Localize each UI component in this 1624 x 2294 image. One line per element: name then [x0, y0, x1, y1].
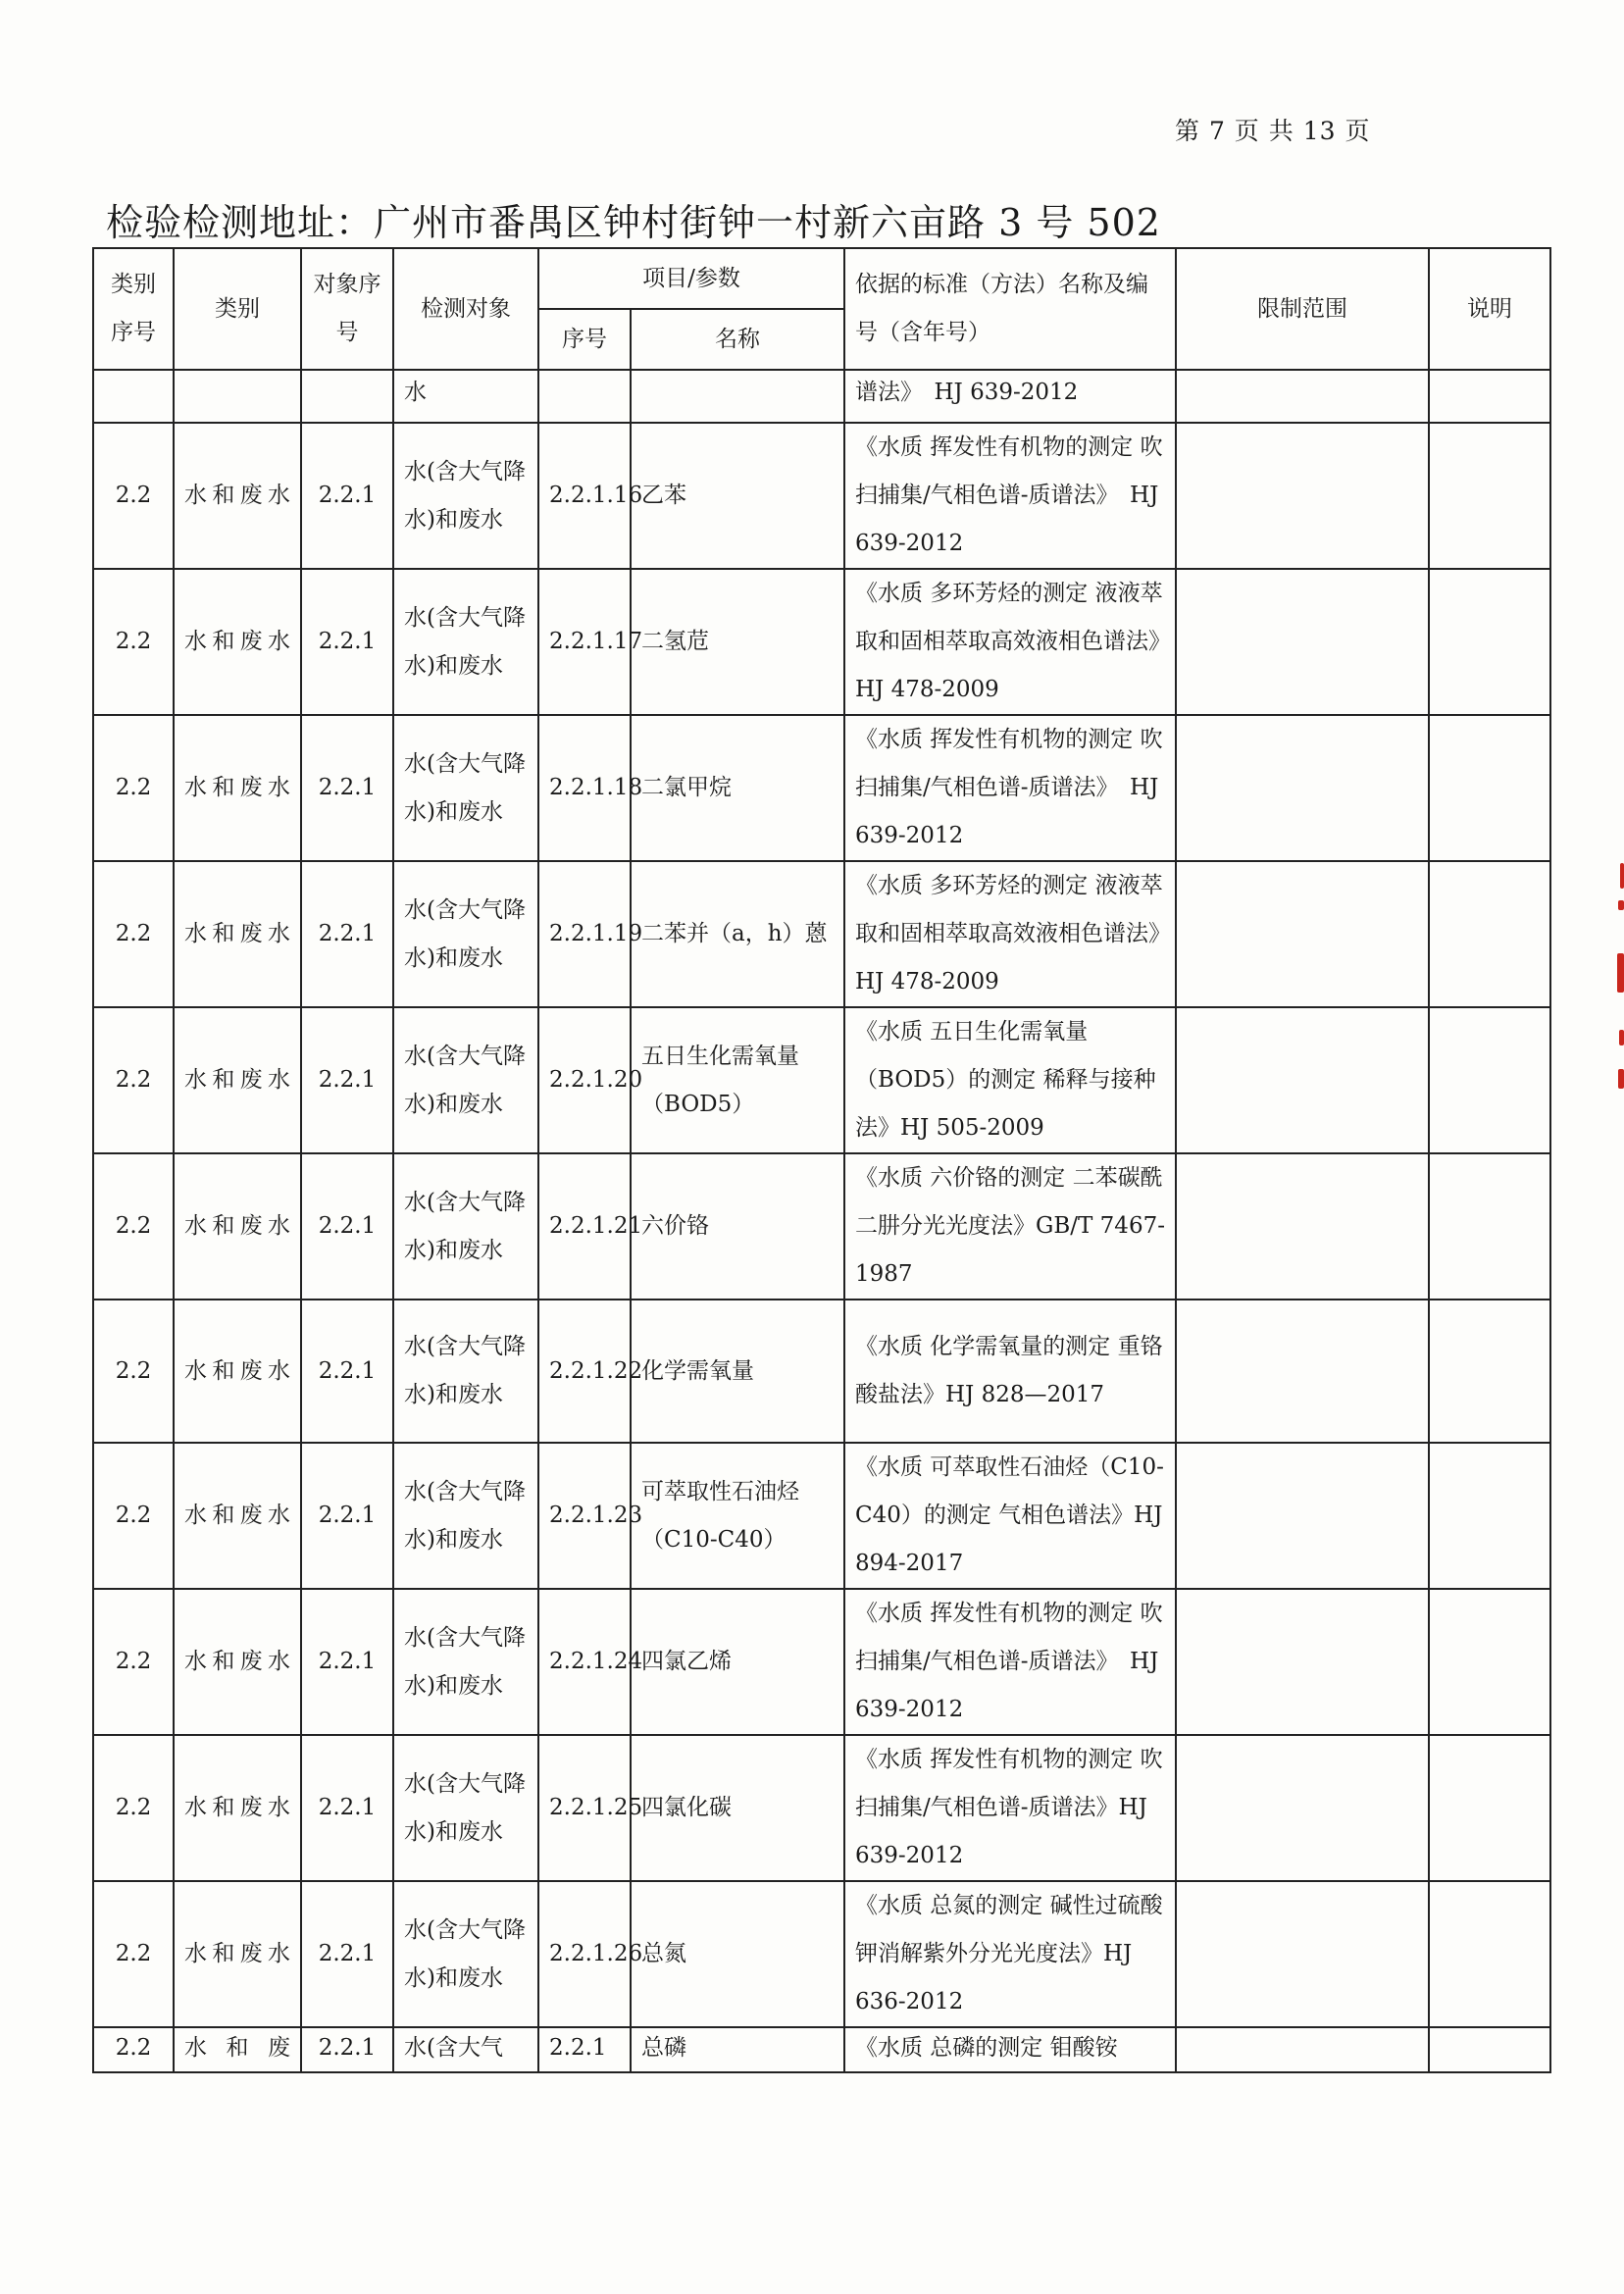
cell-obj-no: 2.2.1 — [301, 715, 393, 861]
cell-limit — [1176, 423, 1429, 569]
header-standard: 依据的标准（方法）名称及编号（含年号） — [844, 248, 1176, 370]
cell-obj-no: 2.2.1 — [301, 2027, 393, 2072]
table-row — [93, 1589, 1550, 1735]
cell-standard: 《水质 总氮的测定 碱性过硫酸钾消解紫外分光光度法》HJ 636-2012 — [844, 1881, 1176, 2027]
cell-standard: 《水质 多环芳烃的测定 液液萃取和固相萃取高效液相色谱法》HJ 478-2009 — [844, 569, 1176, 715]
cell-standard: 《水质 五日生化需氧量（BOD5）的测定 稀释与接种法》HJ 505-2009 — [844, 1007, 1176, 1153]
cell-standard: 《水质 挥发性有机物的测定 吹扫捕集/气相色谱-质谱法》 HJ 639-2012 — [844, 1589, 1176, 1735]
seal-mark — [1618, 1069, 1624, 1089]
cell-item-name: 二氯甲烷 — [631, 715, 844, 861]
cell-obj-no: 2.2.1 — [301, 1007, 393, 1153]
cell-item-name: 六价铬 — [631, 1153, 844, 1300]
page-number: 第 7 页 共 13 页 — [1175, 117, 1371, 145]
cell-limit — [1176, 1589, 1429, 1735]
cell-object: 水(含大气降水)和废水 — [393, 1153, 538, 1300]
cell-limit — [1176, 1735, 1429, 1881]
testing-address: 检验检测地址：广州市番禺区钟村街钟一村新六亩路 3 号 502 — [106, 201, 1161, 244]
table-row — [93, 1443, 1550, 1589]
cell-object: 水(含大气降水)和废水 — [393, 715, 538, 861]
cell-standard: 《水质 化学需氧量的测定 重铬酸盐法》HJ 828—2017 — [844, 1300, 1176, 1443]
cell-object: 水(含大气降水)和废水 — [393, 1589, 538, 1735]
cell-note — [1429, 2027, 1550, 2072]
cell-obj-no: 2.2.1 — [301, 569, 393, 715]
cell-object: 水(含大气降水)和废水 — [393, 569, 538, 715]
cell-item-name: 可萃取性石油烃（C10-C40） — [631, 1443, 844, 1589]
table-row-continuation — [93, 370, 1550, 423]
cell-object: 水(含大气降水)和废水 — [393, 1735, 538, 1881]
cell-item-name: 四氯乙烯 — [631, 1589, 844, 1735]
cell-category: 水和废水 — [174, 1300, 301, 1443]
cell-category: 水和废水 — [174, 1007, 301, 1153]
cell-item-name — [631, 370, 844, 423]
cell-limit — [1176, 1443, 1429, 1589]
cell-item-no: 2.2.1.18 — [538, 715, 631, 861]
cell-item-no: 2.2.1.16 — [538, 423, 631, 569]
table-row — [93, 1300, 1550, 1443]
cell-category: 水和废水 — [174, 1735, 301, 1881]
table-row — [93, 861, 1550, 1007]
cell-cat-no: 2.2 — [93, 1589, 174, 1735]
table-row — [93, 1881, 1550, 2027]
cell-cat-no: 2.2 — [93, 2027, 174, 2072]
cell-category: 水和废水 — [174, 569, 301, 715]
cell-note — [1429, 370, 1550, 423]
table-row — [93, 715, 1550, 861]
cell-obj-no: 2.2.1 — [301, 423, 393, 569]
cell-category: 水和废水 — [174, 1443, 301, 1589]
cell-category: 水和废水 — [174, 861, 301, 1007]
cell-obj-no: 2.2.1 — [301, 1589, 393, 1735]
cell-category: 水和废水 — [174, 715, 301, 861]
seal-mark — [1618, 900, 1624, 910]
seal-mark — [1620, 863, 1624, 889]
seal-mark — [1619, 1030, 1624, 1045]
cell-note — [1429, 715, 1550, 861]
cell-note — [1429, 1735, 1550, 1881]
cell-note — [1429, 1589, 1550, 1735]
cell-note — [1429, 1153, 1550, 1300]
cell-note — [1429, 423, 1550, 569]
cell-item-name: 乙苯 — [631, 423, 844, 569]
header-item-no: 序号 — [538, 309, 631, 370]
cell-object: 水(含大气降水)和废水 — [393, 861, 538, 1007]
cell-cat-no — [93, 370, 174, 423]
cell-item-no: 2.2.1.26 — [538, 1881, 631, 2027]
cell-obj-no: 2.2.1 — [301, 1300, 393, 1443]
cell-item-no: 2.2.1.23 — [538, 1443, 631, 1589]
cell-standard: 谱法》 HJ 639-2012 — [844, 370, 1176, 423]
cell-limit — [1176, 2027, 1429, 2072]
cell-object: 水 — [393, 370, 538, 423]
cell-obj-no: 2.2.1 — [301, 1153, 393, 1300]
cell-item-name: 四氯化碳 — [631, 1735, 844, 1881]
cell-obj-no: 2.2.1 — [301, 861, 393, 1007]
cell-category: 水和废水 — [174, 423, 301, 569]
cell-object: 水(含大气降水)和废水 — [393, 423, 538, 569]
cell-cat-no: 2.2 — [93, 715, 174, 861]
cell-item-name: 化学需氧量 — [631, 1300, 844, 1443]
cell-cat-no: 2.2 — [93, 1735, 174, 1881]
cell-limit — [1176, 370, 1429, 423]
cell-note — [1429, 861, 1550, 1007]
table-row — [93, 1735, 1550, 1881]
cell-object: 水(含大气降水)和废水 — [393, 1007, 538, 1153]
cell-standard: 《水质 挥发性有机物的测定 吹扫捕集/气相色谱-质谱法》 HJ 639-2012 — [844, 715, 1176, 861]
cell-note — [1429, 569, 1550, 715]
cell-limit — [1176, 1881, 1429, 2027]
cell-item-no: 2.2.1.24 — [538, 1589, 631, 1735]
cell-category — [174, 370, 301, 423]
cell-standard: 《水质 六价铬的测定 二苯碳酰二肼分光光度法》GB/T 7467-1987 — [844, 1153, 1176, 1300]
cell-category: 水和废水 — [174, 1589, 301, 1735]
cell-note — [1429, 1300, 1550, 1443]
table-row — [93, 1007, 1550, 1153]
header-limit: 限制范围 — [1176, 248, 1429, 370]
header-item-group: 项目/参数 — [538, 248, 844, 309]
cell-standard: 《水质 多环芳烃的测定 液液萃取和固相萃取高效液相色谱法》HJ 478-2009 — [844, 861, 1176, 1007]
header-item-name: 名称 — [631, 309, 844, 370]
cell-obj-no: 2.2.1 — [301, 1735, 393, 1881]
header-object: 检测对象 — [393, 248, 538, 370]
header-category: 类别 — [174, 248, 301, 370]
cell-category: 水和废水 — [174, 1881, 301, 2027]
cell-obj-no: 2.2.1 — [301, 1881, 393, 2027]
cell-note — [1429, 1007, 1550, 1153]
table-row — [93, 423, 1550, 569]
cell-object: 水(含大气降水)和废水 — [393, 1881, 538, 2027]
cell-item-name: 总磷 — [631, 2027, 844, 2072]
cell-cat-no: 2.2 — [93, 1300, 174, 1443]
cell-limit — [1176, 1300, 1429, 1443]
table-row — [93, 569, 1550, 715]
cell-item-no: 2.2.1.17 — [538, 569, 631, 715]
header-note: 说明 — [1429, 248, 1550, 370]
cell-item-name: 二苯并（a，h）蒽 — [631, 861, 844, 1007]
cell-obj-no: 2.2.1 — [301, 1443, 393, 1589]
cell-object: 水(含大气降水)和废水 — [393, 1443, 538, 1589]
table-row-partial — [93, 2027, 1550, 2072]
cell-item-no: 2.2.1.22 — [538, 1300, 631, 1443]
cell-limit — [1176, 715, 1429, 861]
cell-cat-no: 2.2 — [93, 423, 174, 569]
cell-item-no — [538, 370, 631, 423]
cell-limit — [1176, 1007, 1429, 1153]
table-row — [93, 1153, 1550, 1300]
cell-limit — [1176, 569, 1429, 715]
cell-category: 水和废水 — [174, 1153, 301, 1300]
header-obj-no: 对象序号 — [301, 248, 393, 370]
cell-limit — [1176, 1153, 1429, 1300]
cell-limit — [1176, 861, 1429, 1007]
cell-standard: 《水质 挥发性有机物的测定 吹扫捕集/气相色谱-质谱法》HJ 639-2012 — [844, 1735, 1176, 1881]
cell-item-no: 2.2.1.21 — [538, 1153, 631, 1300]
cell-item-no: 2.2.1 — [538, 2027, 631, 2072]
cell-item-no: 2.2.1.19 — [538, 861, 631, 1007]
cell-object: 水(含大气 — [393, 2027, 538, 2072]
cell-cat-no: 2.2 — [93, 569, 174, 715]
cell-cat-no: 2.2 — [93, 861, 174, 1007]
cell-standard: 《水质 挥发性有机物的测定 吹扫捕集/气相色谱-质谱法》 HJ 639-2012 — [844, 423, 1176, 569]
cell-cat-no: 2.2 — [93, 1153, 174, 1300]
cell-cat-no: 2.2 — [93, 1007, 174, 1153]
cell-obj-no — [301, 370, 393, 423]
cell-item-no: 2.2.1.25 — [538, 1735, 631, 1881]
cell-standard: 《水质 总磷的测定 钼酸铵 — [844, 2027, 1176, 2072]
scope-table — [92, 247, 1551, 2073]
cell-category: 水和废 — [174, 2027, 301, 2072]
cell-item-no: 2.2.1.20 — [538, 1007, 631, 1153]
cell-note — [1429, 1881, 1550, 2027]
cell-object: 水(含大气降水)和废水 — [393, 1300, 538, 1443]
cell-cat-no: 2.2 — [93, 1443, 174, 1589]
cell-note — [1429, 1443, 1550, 1589]
cell-item-name: 二氢苊 — [631, 569, 844, 715]
cell-cat-no: 2.2 — [93, 1881, 174, 2027]
cell-item-name: 五日生化需氧量（BOD5） — [631, 1007, 844, 1153]
seal-mark — [1617, 953, 1624, 993]
cell-standard: 《水质 可萃取性石油烃（C10-C40）的测定 气相色谱法》HJ 894-2017 — [844, 1443, 1176, 1589]
cell-item-name: 总氮 — [631, 1881, 844, 2027]
header-cat-no: 类别序号 — [93, 248, 174, 370]
